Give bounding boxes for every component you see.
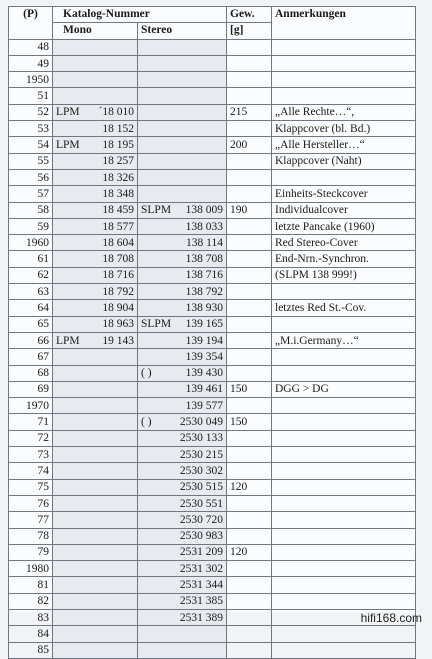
year-cell: 53 <box>9 121 53 137</box>
year-cell: 71 <box>9 414 53 430</box>
stereo-cell <box>138 593 227 609</box>
weight-cell: 190 <box>227 202 272 218</box>
weight-cell <box>227 463 272 479</box>
table-row <box>9 626 416 642</box>
weight-cell: 150 <box>227 381 272 397</box>
stereo-cell <box>138 544 227 560</box>
mono-cell <box>53 528 138 544</box>
mono-number: 18 257 <box>102 155 134 168</box>
stereo-cell <box>138 577 227 593</box>
table-row <box>9 251 416 267</box>
table-row <box>9 365 416 381</box>
year-cell: 85 <box>9 642 53 658</box>
remarks-cell: letzte Pancake (1960) <box>272 218 416 234</box>
weight-cell <box>227 447 272 463</box>
weight-cell <box>227 528 272 544</box>
remarks-cell: letztes Red St.-Cov. <box>272 300 416 316</box>
year-cell: 1950 <box>9 72 53 88</box>
stereo-cell <box>138 381 227 397</box>
weight-cell <box>227 593 272 609</box>
remarks-cell <box>272 447 416 463</box>
remarks-cell <box>272 593 416 609</box>
header-katalog-nummer: Katalog-Nummer <box>53 7 227 23</box>
stereo-cell <box>138 316 227 332</box>
table-row <box>9 39 416 55</box>
table-row <box>9 186 416 202</box>
year-cell: 56 <box>9 169 53 185</box>
weight-cell <box>227 72 272 88</box>
weight-cell <box>227 39 272 55</box>
mono-cell <box>53 169 138 185</box>
stereo-cell <box>138 447 227 463</box>
stereo-cell <box>138 626 227 642</box>
mono-cell <box>53 447 138 463</box>
mono-cell <box>53 186 138 202</box>
mono-cell <box>53 561 138 577</box>
header-mono: Mono <box>53 23 138 39</box>
header-anmerkungen: Anmerkungen <box>272 7 416 40</box>
stereo-cell <box>138 104 227 120</box>
stereo-number: 2530 133 <box>179 432 223 445</box>
mono-cell <box>53 609 138 625</box>
mono-cell <box>53 495 138 511</box>
mono-cell <box>53 642 138 658</box>
stereo-cell <box>138 137 227 153</box>
remarks-cell <box>272 561 416 577</box>
year-cell: 59 <box>9 218 53 234</box>
stereo-cell <box>138 528 227 544</box>
remarks-cell <box>272 284 416 300</box>
stereo-cell <box>138 495 227 511</box>
mono-prefix: LPM <box>56 334 80 347</box>
mono-number: ´18 010 <box>98 106 134 119</box>
remarks-cell <box>272 495 416 511</box>
stereo-number: 138 792 <box>185 285 223 298</box>
table-row <box>9 463 416 479</box>
mono-cell <box>53 626 138 642</box>
stereo-number: 138 708 <box>185 253 223 266</box>
stereo-cell <box>138 39 227 55</box>
weight-cell <box>227 512 272 528</box>
mono-number: 18 577 <box>102 220 134 233</box>
stereo-prefix: ( ) <box>141 367 152 380</box>
table-row <box>9 512 416 528</box>
weight-cell <box>227 349 272 365</box>
stereo-cell <box>138 267 227 283</box>
mono-cell <box>53 430 138 446</box>
stereo-cell <box>138 365 227 381</box>
mono-cell <box>53 316 138 332</box>
weight-cell <box>227 300 272 316</box>
weight-cell <box>227 55 272 71</box>
weight-cell <box>227 609 272 625</box>
remarks-cell <box>272 72 416 88</box>
year-cell: 52 <box>9 104 53 120</box>
stereo-number: 2531 385 <box>179 595 223 608</box>
mono-cell <box>53 39 138 55</box>
year-cell: 64 <box>9 300 53 316</box>
mono-number: 18 963 <box>102 318 134 331</box>
header-gewicht-unit: [g] <box>227 23 272 39</box>
year-cell: 81 <box>9 577 53 593</box>
stereo-cell <box>138 186 227 202</box>
year-cell: 66 <box>9 332 53 348</box>
remarks-cell: End-Nrn.-Synchron. <box>272 251 416 267</box>
stereo-cell <box>138 300 227 316</box>
weight-cell <box>227 218 272 234</box>
table-row <box>9 169 416 185</box>
mono-cell <box>53 332 138 348</box>
remarks-cell <box>272 642 416 658</box>
mono-number: 18 459 <box>102 204 134 217</box>
table-row <box>9 495 416 511</box>
stereo-number: 139 165 <box>185 318 223 331</box>
stereo-number: 2530 302 <box>179 464 223 477</box>
weight-cell <box>227 267 272 283</box>
stereo-prefix: ( ) <box>141 416 152 429</box>
remarks-cell: DGG > DG <box>272 381 416 397</box>
remarks-cell <box>272 430 416 446</box>
table-row <box>9 55 416 71</box>
table-row <box>9 414 416 430</box>
table-row <box>9 235 416 251</box>
remarks-cell <box>272 169 416 185</box>
stereo-cell <box>138 561 227 577</box>
weight-cell: 120 <box>227 479 272 495</box>
weight-cell <box>227 169 272 185</box>
remarks-cell: Klappcover (bl. Bd.) <box>272 121 416 137</box>
weight-cell <box>227 284 272 300</box>
table-row <box>9 398 416 414</box>
weight-cell <box>227 642 272 658</box>
remarks-cell <box>272 349 416 365</box>
year-cell: 75 <box>9 479 53 495</box>
stereo-number: 2530 551 <box>179 497 223 510</box>
stereo-number: 139 577 <box>185 399 223 412</box>
stereo-number: 139 461 <box>185 383 223 396</box>
stereo-cell <box>138 463 227 479</box>
stereo-number: 2530 983 <box>179 530 223 543</box>
remarks-cell <box>272 316 416 332</box>
table-row <box>9 202 416 218</box>
header-stereo: Stereo <box>138 23 227 39</box>
mono-cell <box>53 284 138 300</box>
weight-cell <box>227 153 272 169</box>
stereo-cell <box>138 284 227 300</box>
stereo-cell <box>138 512 227 528</box>
remarks-cell: Red Stereo-Cover <box>272 235 416 251</box>
stereo-cell <box>138 235 227 251</box>
remarks-cell: Klappcover (Naht) <box>272 153 416 169</box>
mono-cell <box>53 512 138 528</box>
mono-number: 18 348 <box>102 187 134 200</box>
mono-cell <box>53 349 138 365</box>
remarks-cell <box>272 577 416 593</box>
year-cell: 62 <box>9 267 53 283</box>
mono-prefix: LPM <box>56 139 80 152</box>
year-cell: 51 <box>9 88 53 104</box>
stereo-number: 2531 209 <box>179 546 223 559</box>
stereo-number: 2530 049 <box>179 416 223 429</box>
weight-cell <box>227 186 272 202</box>
weight-cell: 215 <box>227 104 272 120</box>
stereo-number: 138 930 <box>185 301 223 314</box>
year-cell: 61 <box>9 251 53 267</box>
mono-cell <box>53 593 138 609</box>
table-row <box>9 218 416 234</box>
weight-cell: 120 <box>227 544 272 560</box>
year-cell: 79 <box>9 544 53 560</box>
remarks-cell: „Alle Hersteller…“ <box>272 137 416 153</box>
table-row <box>9 332 416 348</box>
mono-cell <box>53 300 138 316</box>
table-row <box>9 430 416 446</box>
weight-cell <box>227 121 272 137</box>
stereo-cell <box>138 430 227 446</box>
year-cell: 77 <box>9 512 53 528</box>
year-cell: 65 <box>9 316 53 332</box>
stereo-number: 2530 515 <box>179 481 223 494</box>
year-cell: 1970 <box>9 398 53 414</box>
table-row <box>9 72 416 88</box>
table-row <box>9 609 416 625</box>
table-row <box>9 544 416 560</box>
mono-cell <box>53 267 138 283</box>
remarks-cell: (SLPM 138 999!) <box>272 267 416 283</box>
table-row <box>9 349 416 365</box>
remarks-cell <box>272 365 416 381</box>
stereo-number: 139 430 <box>185 367 223 380</box>
stereo-number: 138 114 <box>186 236 223 249</box>
year-cell: 78 <box>9 528 53 544</box>
stereo-cell <box>138 332 227 348</box>
remarks-cell: Individualcover <box>272 202 416 218</box>
year-cell: 48 <box>9 39 53 55</box>
mono-number: 18 152 <box>102 122 134 135</box>
remarks-cell <box>272 88 416 104</box>
watermark: hifi168.com <box>360 611 422 625</box>
year-cell: 68 <box>9 365 53 381</box>
mono-number: 18 716 <box>102 269 134 282</box>
header-gewicht: Gew. <box>227 7 272 23</box>
year-cell: 84 <box>9 626 53 642</box>
stereo-number: 2531 344 <box>179 579 223 592</box>
year-cell: 57 <box>9 186 53 202</box>
stereo-cell <box>138 218 227 234</box>
stereo-cell <box>138 153 227 169</box>
weight-cell <box>227 332 272 348</box>
stereo-number: 138 033 <box>185 220 223 233</box>
mono-number: 18 708 <box>102 253 134 266</box>
table-row <box>9 104 416 120</box>
mono-cell <box>53 365 138 381</box>
remarks-cell: „M.i.Germany…“ <box>272 332 416 348</box>
stereo-number: 138 009 <box>185 204 223 217</box>
mono-cell <box>53 479 138 495</box>
table-body <box>9 39 416 658</box>
year-cell: 49 <box>9 55 53 71</box>
weight-cell <box>227 316 272 332</box>
stereo-cell <box>138 121 227 137</box>
year-cell: 58 <box>9 202 53 218</box>
year-cell: 69 <box>9 381 53 397</box>
weight-cell <box>227 495 272 511</box>
mono-cell <box>53 202 138 218</box>
year-cell: 1960 <box>9 235 53 251</box>
mono-cell <box>53 137 138 153</box>
stereo-number: 2531 389 <box>179 611 223 624</box>
mono-cell <box>53 72 138 88</box>
mono-cell <box>53 153 138 169</box>
mono-prefix: LPM <box>56 106 80 119</box>
year-cell: 73 <box>9 447 53 463</box>
table-row <box>9 284 416 300</box>
year-cell: 54 <box>9 137 53 153</box>
remarks-cell <box>272 414 416 430</box>
weight-cell <box>227 430 272 446</box>
table-row <box>9 300 416 316</box>
stereo-prefix: SLPM <box>141 204 172 217</box>
stereo-number: 139 194 <box>185 334 223 347</box>
remarks-cell <box>272 512 416 528</box>
stereo-cell <box>138 398 227 414</box>
stereo-cell <box>138 414 227 430</box>
stereo-prefix: SLPM <box>141 318 172 331</box>
stereo-cell <box>138 88 227 104</box>
remarks-cell <box>272 479 416 495</box>
catalog-table <box>8 6 416 659</box>
year-cell: 83 <box>9 609 53 625</box>
mono-number: 18 195 <box>102 139 134 152</box>
table-row <box>9 561 416 577</box>
mono-cell <box>53 463 138 479</box>
table-row <box>9 642 416 658</box>
weight-cell <box>227 577 272 593</box>
weight-cell <box>227 251 272 267</box>
stereo-number: 139 354 <box>185 350 223 363</box>
mono-cell <box>53 577 138 593</box>
mono-number: 18 904 <box>102 301 134 314</box>
year-cell: 67 <box>9 349 53 365</box>
table-header <box>9 7 416 40</box>
table-row <box>9 153 416 169</box>
mono-cell <box>53 55 138 71</box>
mono-number: 18 792 <box>102 285 134 298</box>
remarks-cell <box>272 463 416 479</box>
weight-cell <box>227 561 272 577</box>
table-row <box>9 593 416 609</box>
mono-number: 18 326 <box>102 171 134 184</box>
year-cell: 76 <box>9 495 53 511</box>
weight-cell <box>227 235 272 251</box>
remarks-cell: „Alle Rechte…“, <box>272 104 416 120</box>
mono-cell <box>53 398 138 414</box>
year-cell: 55 <box>9 153 53 169</box>
header-year: (P) <box>9 7 53 40</box>
mono-cell <box>53 88 138 104</box>
table-row <box>9 267 416 283</box>
year-cell: 82 <box>9 593 53 609</box>
weight-cell <box>227 398 272 414</box>
year-cell: 63 <box>9 284 53 300</box>
stereo-cell <box>138 479 227 495</box>
mono-number: 19 143 <box>102 334 134 347</box>
weight-cell <box>227 365 272 381</box>
mono-cell <box>53 235 138 251</box>
stereo-cell <box>138 55 227 71</box>
mono-cell <box>53 121 138 137</box>
table-row <box>9 447 416 463</box>
mono-cell <box>53 414 138 430</box>
table-row <box>9 528 416 544</box>
stereo-number: 138 716 <box>185 269 223 282</box>
year-cell: 74 <box>9 463 53 479</box>
mono-cell <box>53 218 138 234</box>
table-row <box>9 316 416 332</box>
remarks-cell: Einheits-Steckcover <box>272 186 416 202</box>
table-row <box>9 137 416 153</box>
remarks-cell <box>272 528 416 544</box>
stereo-cell <box>138 251 227 267</box>
mono-cell <box>53 251 138 267</box>
weight-cell: 200 <box>227 137 272 153</box>
table-row <box>9 121 416 137</box>
weight-cell: 150 <box>227 414 272 430</box>
table-row <box>9 577 416 593</box>
weight-cell <box>227 88 272 104</box>
stereo-cell <box>138 202 227 218</box>
mono-number: 18 604 <box>102 236 134 249</box>
mono-cell <box>53 104 138 120</box>
stereo-number: 2531 302 <box>179 562 223 575</box>
stereo-cell <box>138 349 227 365</box>
remarks-cell <box>272 398 416 414</box>
stereo-cell <box>138 169 227 185</box>
stereo-cell <box>138 609 227 625</box>
mono-cell <box>53 381 138 397</box>
remarks-cell <box>272 626 416 642</box>
remarks-cell <box>272 55 416 71</box>
year-cell: 72 <box>9 430 53 446</box>
table-row <box>9 88 416 104</box>
stereo-cell <box>138 642 227 658</box>
table-row <box>9 479 416 495</box>
remarks-cell <box>272 39 416 55</box>
weight-cell <box>227 626 272 642</box>
stereo-number: 2530 720 <box>179 513 223 526</box>
mono-cell <box>53 544 138 560</box>
table-row <box>9 381 416 397</box>
stereo-cell <box>138 72 227 88</box>
year-cell: 1980 <box>9 561 53 577</box>
remarks-cell <box>272 544 416 560</box>
stereo-number: 2530 215 <box>179 448 223 461</box>
